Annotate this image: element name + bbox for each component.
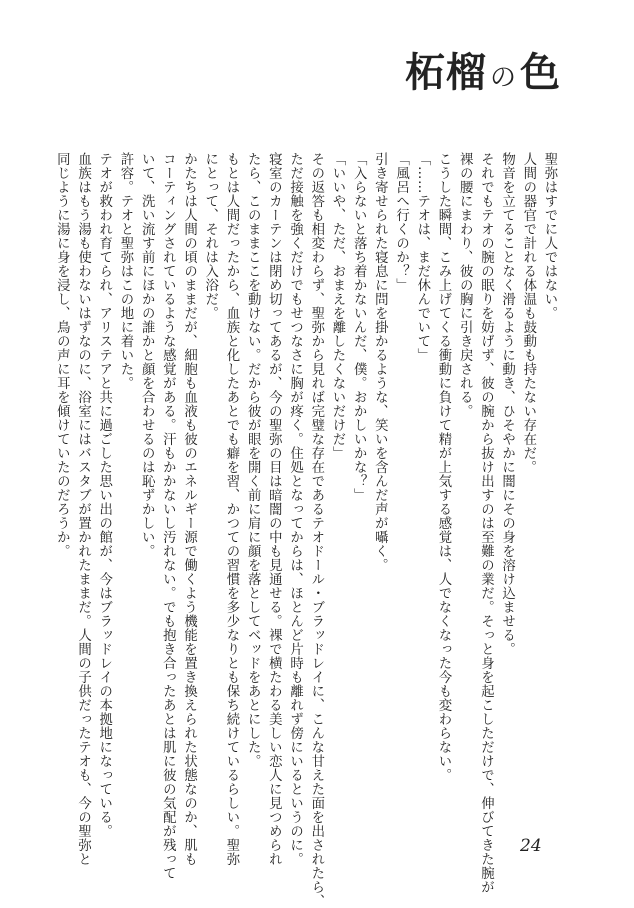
chapter-title <box>405 38 575 108</box>
text-line: 人間の器官で計れる体温も鼓動も持たない存在だ。 <box>520 152 536 474</box>
text-line: いて、洗い流す前にほかの誰かと顔を合わせるのは恥ずかしい。 <box>139 152 155 558</box>
text-line: 裸の腰にまわり、彼の胸に引き戻される。 <box>457 152 473 418</box>
title-main-1: 柘榴 <box>405 49 487 96</box>
text-line: 「いいや、ただ、おまえを離したくないだけだ」 <box>329 152 345 460</box>
text-line: かたちは人間の頃のままだが、細胞も血液も彼のエネルギー源で働くよう機能を置き換えられた状態なのか、肌も <box>181 152 197 866</box>
text-line: にとって、それは入浴だ。 <box>202 152 218 320</box>
text-line: 寝室のカーテンは閉め切ってあるが、今の聖弥の目は暗闇の中も見通せる。裸で横たわる美しい恋人に見つめられ <box>266 152 282 866</box>
text-line: その返答も相変わらず、聖弥から見れば完璧な存在であるテオドール・ブラッドレイに、こんな甘えた面を出されたら、 <box>308 152 324 908</box>
text-line: 「風呂へ行くのか？」 <box>393 152 409 292</box>
text-line: 聖弥はすでに人ではない。 <box>542 152 557 320</box>
text-line: テオが救われ育てられ、アリステアと共に過ごした思い出の館が、今はブラッドレイの本拠地になっている。 <box>96 152 112 838</box>
title-main-2: 色 <box>520 49 562 96</box>
text-line: 同じように湯に身を浸し、鳥の声に耳を傾けていたのだろうか。 <box>54 152 70 558</box>
page-number: 24 <box>520 836 542 856</box>
text-line: ただ接触を強くだけでもせつなさに胸が疼く。住処となってからは、ほとんど片時も離れず傍にいるというのに。 <box>287 152 303 866</box>
text-line: 「……テオは、まだ休んでいて」 <box>414 152 430 362</box>
text-line: 物音を立てることなく滑るように動き、ひそやかに闇にその身を溶け込ませる。 <box>499 152 515 656</box>
text-line: こうした瞬間、こみ上げてくる衝動に負けて精が上気する感覚は、人でなくなった今も変わらない。 <box>435 152 451 782</box>
text-line: コーティングされているような感覚がある。汗もかかないし汚れない。でも抱き合ったあとは肌に彼の気配が残って <box>160 152 176 880</box>
title-particle: の <box>490 63 518 93</box>
text-line: もとは人間だったから、血族と化したあとでも癖を習、かつての習慣を多少なりとも保ち続けているらしい。聖弥 <box>223 152 239 866</box>
text-line: 血族はもう湯も使わないはずなのに、浴室にはバスタブが置かれたままだ。人間の子供だったテオも、今の聖弥と <box>75 152 91 866</box>
text-line: たら、このままここを動けない。だから彼が眼を開く前に肩に顔を落としてベッドをあとにした。 <box>245 152 261 768</box>
text-line: 許容。テオと聖弥はこの地に着いた。 <box>117 152 133 390</box>
text-line: 「入らないと落ち着かないんだ、僕。おかしいかな？」 <box>351 152 367 502</box>
text-line: それでもテオの腕の眠りを妨げず、彼の腕から抜け出すのは至難の業だ。そっと身を起こしただけで、伸びてきた腕が <box>478 152 494 894</box>
text-line: 引き寄せられた寝息に問を掛かるような、笑いを含んだ声が囁く。 <box>372 152 388 572</box>
